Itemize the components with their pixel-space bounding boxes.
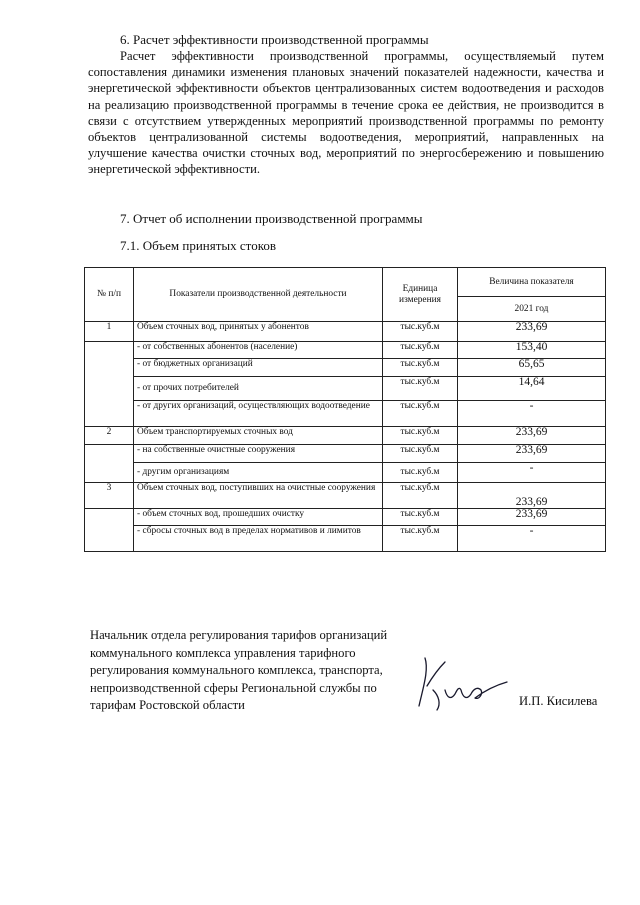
handwritten-signature [415,650,515,720]
row-value: 233,69 [458,427,606,445]
table-row [85,463,606,483]
row-num: 2 [85,427,134,445]
table-row [85,359,606,377]
table-row [85,427,606,445]
row-indicator: Объем транспортируемых сточных вод [134,427,383,445]
row-indicator: - объем сточных вод, прошедших очистку [134,509,383,526]
section-7-heading: 7. Отчет об исполнении производственной программы [120,211,423,226]
table-row [85,509,606,526]
row-indicator: - другим организациям [134,463,383,483]
row-unit: тыс.куб.м [383,359,458,377]
position-line: коммунального комплекса управления тарифного [90,645,356,660]
row-indicator: - от прочих потребителей [134,377,383,401]
row-unit: тыс.куб.м [383,526,458,552]
row-num: 1 [85,322,134,342]
row-num [85,342,134,427]
row-unit: тыс.куб.м [383,509,458,526]
header-year: 2021 год [458,297,606,322]
row-indicator: Объем сточных вод, принятых у абонентов [134,322,383,342]
row-value: 233,69 [458,322,606,342]
row-unit: тыс.куб.м [383,483,458,509]
header-unit: Единица измерения [383,268,458,322]
row-unit: тыс.куб.м [383,377,458,401]
section-6-paragraph: Расчет эффективности производственной программы, осуществляемый путем сопоставления динамики изменения плановых значений показателей надежности, качества и энергетической эффективности объектов централизованных систем водоотведения и расходов на реализацию производственной программы в течение срока ее действия, не производится в связи с отсутствием утвержденных мероприятий производственной программы по ремонту объектов централизованной системы водоотведения, мероприятий, направленных на улучшение качества очистки сточных вод, мероприятий по энергосбережению и повышению энергетической эффективности. [88,49,604,177]
table-row [85,526,606,552]
row-unit: тыс.куб.м [383,342,458,359]
position-line: непроизводственной сферы Региональной службы по [90,680,377,695]
row-indicator: Объем сточных вод, поступивших на очистные сооружения [134,483,383,509]
row-indicator: - от собственных абонентов (население) [134,342,383,359]
row-value: 65,65 [458,359,606,377]
row-indicator: - от других организаций, осуществляющих водоотведение [134,401,383,427]
table-header-row [85,268,606,297]
row-indicator: - сбросы сточных вод в пределах нормативов и лимитов [134,526,383,552]
header-value: Величина показателя [458,268,606,297]
row-num [85,445,134,483]
section-7-1-heading: 7.1. Объем принятых стоков [120,238,276,253]
row-value: - [458,463,606,483]
header-num: № п/п [85,268,134,322]
row-indicator: - от бюджетных организаций [134,359,383,377]
row-unit: тыс.куб.м [383,445,458,463]
row-num: 3 [85,483,134,509]
row-value: 153,40 [458,342,606,359]
position-line: регулирования коммунального комплекса, транспорта, [90,663,383,677]
table-row [85,342,606,359]
position-line: Начальник отдела регулирования тарифов организаций [90,628,388,642]
row-value: 233,69 [458,483,606,509]
table-row [85,322,606,342]
row-value: - [458,401,606,427]
row-value: - [458,526,606,552]
row-unit: тыс.куб.м [383,463,458,483]
row-value: 14,64 [458,377,606,401]
table-row [85,483,606,509]
signatory-name: И.П. Кисилева [519,694,598,708]
section-6-heading: 6. Расчет эффективности производственной программы [120,32,429,47]
table-row [85,401,606,427]
row-value: 233,69 [458,445,606,463]
row-value: 233,69 [458,509,606,526]
wastewater-volume-table [84,267,606,552]
position-line: тарифам Ростовской области [90,698,245,712]
table-row [85,377,606,401]
signatory-position [90,627,410,715]
row-indicator: - на собственные очистные сооружения [134,445,383,463]
header-indicator: Показатели производственной деятельности [134,268,383,322]
row-unit: тыс.куб.м [383,427,458,445]
row-unit: тыс.куб.м [383,401,458,427]
table-row [85,445,606,463]
row-unit: тыс.куб.м [383,322,458,342]
row-num [85,509,134,552]
